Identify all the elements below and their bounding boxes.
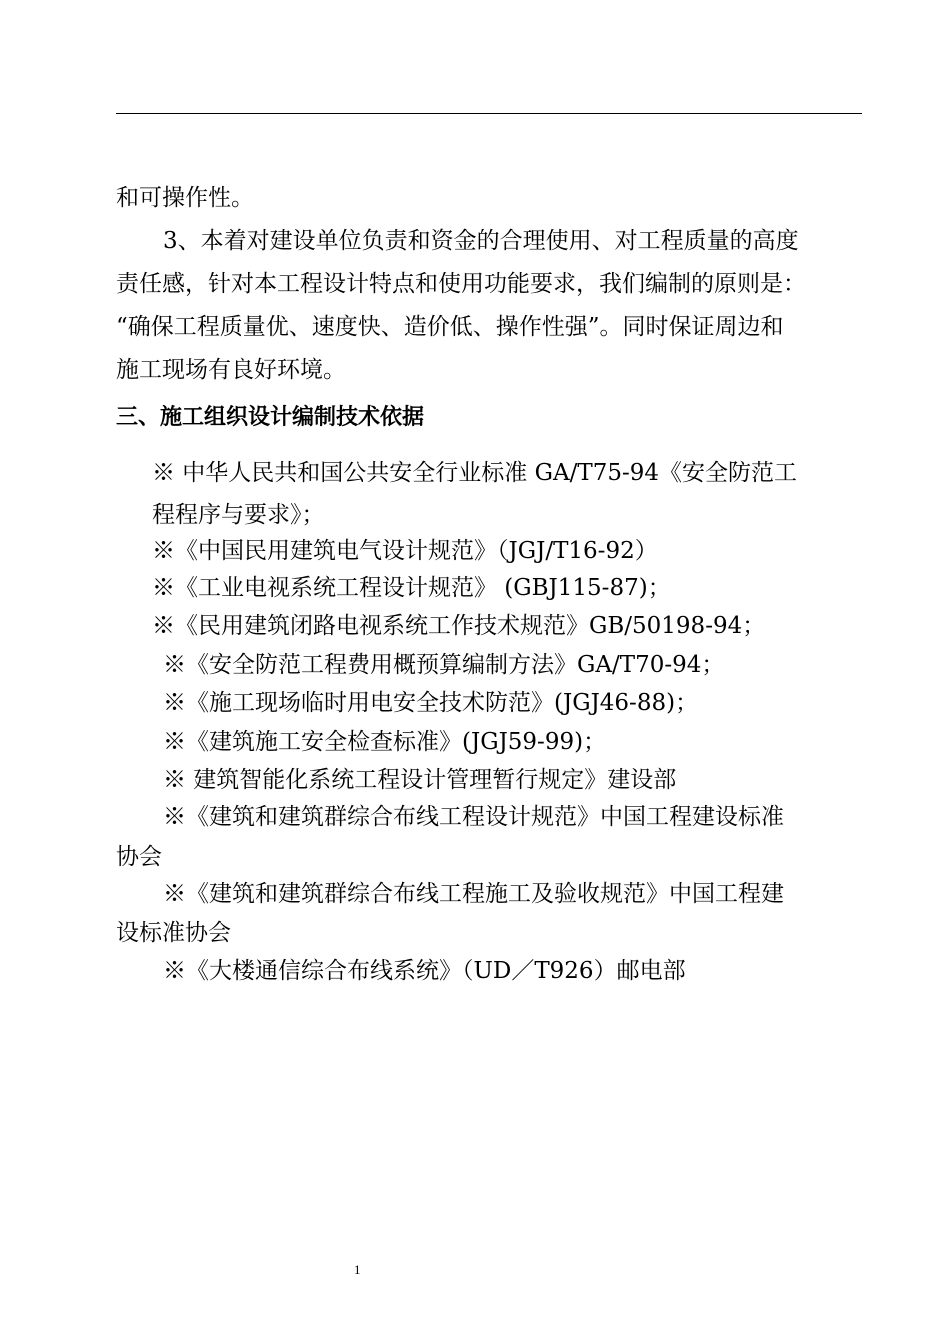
reference-line: ※ 中华人民共和国公共安全行业标准 GA/T75-94《安全防范工: [152, 460, 797, 486]
paragraph-line: “确保工程质量优、速度快、造价低、操作性强”。同时保证周边和: [116, 314, 784, 340]
paragraph-line: 3、本着对建设单位负责和资金的合理使用、对工程质量的高度: [163, 228, 799, 254]
reference-line: ※《建筑和建筑群综合布线工程施工及验收规范》中国工程建: [163, 881, 784, 907]
section-heading: 三、施工组织设计编制技术依据: [116, 405, 425, 430]
paragraph-line: 施工现场有良好环境。: [116, 357, 346, 383]
reference-line: ※《建筑施工安全检查标准》(JGJ59-99)；: [163, 729, 607, 755]
reference-line: ※《中国民用建筑电气设计规范》（JGJ/T16-92）: [152, 538, 658, 564]
reference-line: ※《施工现场临时用电安全技术防范》(JGJ46-88)；: [163, 690, 699, 716]
reference-line: ※《安全防范工程费用概预算编制方法》GA/T70-94；: [163, 652, 725, 678]
header-rule: [116, 113, 862, 114]
reference-line: 程程序与要求》；: [152, 502, 325, 528]
page-number: 1: [354, 1262, 361, 1277]
reference-line: ※ 建筑智能化系统工程设计管理暂行规定》建设部: [163, 767, 677, 793]
paragraph-line: 和可操作性。: [116, 185, 254, 211]
reference-line: ※《工业电视系统工程设计规范》 (GBJ115-87)；: [152, 575, 671, 601]
paragraph-line: 责任感，针对本工程设计特点和使用功能要求，我们编制的原则是：: [116, 271, 806, 297]
reference-line: ※《大楼通信综合布线系统》（UD／T926）邮电部: [163, 958, 686, 984]
reference-line: 协会: [116, 844, 162, 870]
reference-line: 设标准协会: [116, 920, 231, 946]
reference-line: ※《民用建筑闭路电视系统工作技术规范》GB/50198-94；: [152, 613, 766, 639]
reference-line: ※《建筑和建筑群综合布线工程设计规范》中国工程建设标准: [163, 804, 784, 830]
